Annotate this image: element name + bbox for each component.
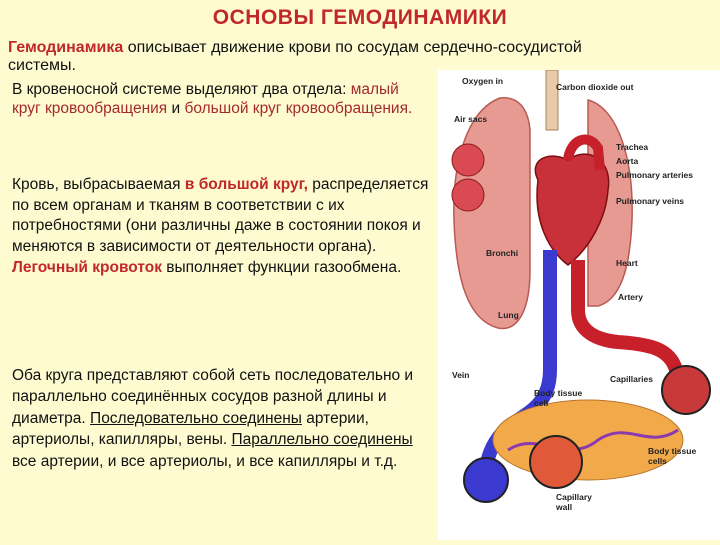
capillary-detail [662,366,710,414]
circulatory-system-diagram [438,70,720,540]
pulmonary-circle-term: малый круг кровообращения [12,81,399,117]
systemic-circle-term: большой круг кровообращения. [184,100,413,117]
label-body-tissue-cells-b: cells [648,456,667,466]
label-body-tissue-cell-b: cell [534,398,549,408]
label-trachea: Trachea [616,142,649,152]
body-tissue [493,400,683,480]
para3-text-3: все артерии, и все артериолы, и все капилляры и т.д. [12,452,398,470]
serial-connection-term: Последовательно соединены [90,409,302,427]
circulation-illustration [438,70,720,540]
term-hemodynamics: Гемодинамика [8,39,124,56]
label-pulmonary-arteries: Pulmonary arteries [616,170,694,180]
label-aorta: Aorta [616,156,639,166]
magnified-cell [530,436,582,488]
label-air-sacs: Air sacs [454,114,488,124]
systemic-circle-highlight: в большой круг, [184,176,308,193]
label-capillaries: Capillaries [610,374,653,384]
label-body-tissue-cells: Body tissue [648,446,697,456]
para2-text-1: Кровь, выбрасываемая [12,176,185,193]
label-bronchi: Bronchi [486,248,519,258]
label-lung: Lung [498,310,519,320]
paragraph-blood-distribution [12,175,432,279]
left-lung [454,98,530,329]
trachea-shape [546,70,558,130]
label-artery: Artery [618,292,644,302]
label-co2-out: Carbon dioxide out [556,82,634,92]
label-capillary-wall: Capillary [556,492,592,502]
air-sac-1 [452,144,484,176]
air-sac-2 [452,179,484,211]
label-capillary-wall-b: wall [556,502,573,512]
para3-text-1: Оба круга представляют собой сеть последовательно и параллельно соединённых сосудов разной длины и диаметра. [12,367,414,427]
intro-text: описывает движение крови по сосудам сердечно-сосудистой системы. [8,39,582,74]
vein-detail [464,458,508,502]
para2-text-2: распределяется по всем органам и тканям в соответствии с их потребностями (они различны даже в состоянии покоя и меняются в зависимости от деятельности органа). [12,176,429,256]
slide-title: ОСНОВЫ ГЕМОДИНАМИКИ [212,6,508,29]
para2-text-3: выполняет функции газообмена. [161,258,402,276]
label-pulmonary-veins: Pulmonary veins [616,196,685,206]
para3-text-2: артерии, артериолы, капилляры, вены. [12,409,369,449]
parallel-connection-term: Параллельно соединены [231,431,413,449]
para1-text-2: и [167,100,185,117]
label-heart: Heart [616,258,638,268]
paragraph-circulation-circles [12,80,422,118]
pulmonary-flow-highlight: Легочный кровоток [12,258,162,276]
label-oxygen-in: Oxygen in [462,76,504,86]
label-vein: Vein [452,370,470,380]
label-body-tissue-cell: Body tissue [534,388,583,398]
para1-text-1: В кровеносной системе выделяют два отдела: [12,81,351,98]
paragraph-vessel-network [12,365,432,472]
